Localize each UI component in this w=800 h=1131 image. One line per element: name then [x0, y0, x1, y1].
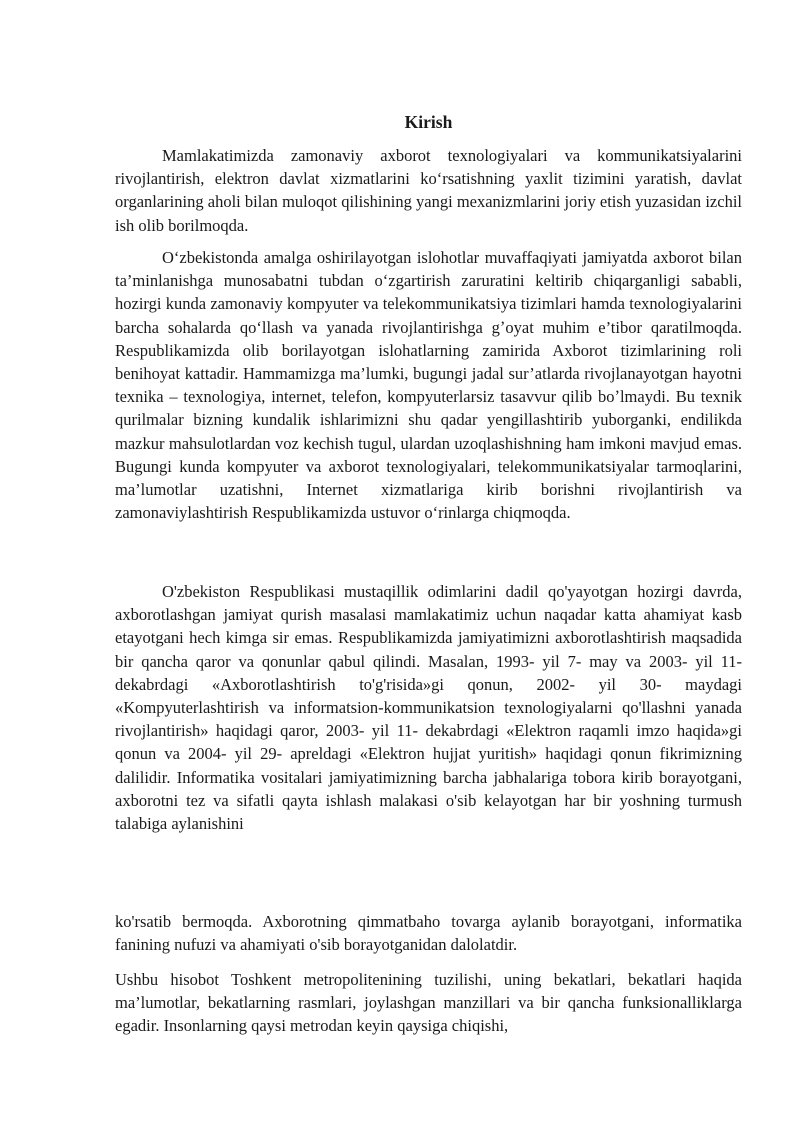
paragraph-report: Ushbu hisobot Toshkent metropolitenining tuzilishi, uning bekatlari, bekatlari haqida ma’lumotlar, bekatlarning rasmlari, joylashgan manzillari va bir qancha funksionalliklarga egadir. Insonlarning qaysi metrodan keyin qaysiga chiqishi, [115, 970, 742, 1036]
paragraph-legislation: O'zbekiston Respublikasi mustaqillik odimlarini dadil qo'yayotgan hozirgi davrda, axborotlashgan jamiyat qurish masalasi mamlakatimiz uchun naqadar katta ahamiyat kasb etayotgani hech kimga sir emas. Respublikamizda jamiyatimizni axborotlashtirish maqsadida bir qancha qaror va qonunlar qabul qilindi. Masalan, 1993- yil 7- may va 2003- yil 11- dekabrdagi «Axborotlashtirish to'g'risida»gi qonun, 2002- yil 30- maydagi «Kompyuterlashtirish va informatsion-kommunikatsion texnologiyalarni qo'llashni yanada rivojlantirish» haqidagi qaror, 2003- yil 11- dekabrdagi «Elektron raqamli imzo haqida»gi qonun va 2004- yil 29- apreldagi «Elektron hujjat yuritish» haqidagi qonun fikrimizning dalilidir. Informatika vositalari jamiyatimizning barcha jabhalariga tobora kirib borayotgani, axborotni tez va sifatli qayta ishlash malakasi o'sib kelayotgan har bir yoshning turmush talabiga aylanishini [115, 582, 742, 834]
paragraph-continuation: ko'rsatib bermoqda. Axborotning qimmatbaho tovarga aylanib borayotgani, informatika fanining nufuzi va ahamiyati o'sib borayotganidan dalolatdir. [115, 912, 742, 955]
paragraph-intro: Mamlakatimizda zamonaviy axborot texnologiyalari va kommunikatsiyalarini rivojlantirish, elektron davlat xizmatlarini koʻrsatishning yaxlit tizimini yaratish, davlat organlarining aholi bilan muloqot qilishining yangi mexanizmlarini joriy etish yuzasidan izchil ish olib borilmoqda. [115, 146, 742, 235]
document-title: Kirish [404, 112, 453, 132]
paragraph-reforms: Oʻzbekistonda amalga oshirilayotgan islohotlar muvaffaqiyati jamiyatda axborot bilan ta’minlanishga munosabatni tubdan oʻzgartirish zaruratini keltirib chiqarganligi sababli, hozirgi kunda zamonaviy kompyuter va telekommunikatsiya tizimlari hamda texnologiyalarini barcha sohalarda qoʻllash va yanada rivojlantirishga gʼoyat muhim e’tibor qaratilmoqda. Respublikamizda olib borilayotgan islohatlarning zamirida Axborot tizimlarining roli benihoyat kattadir. Hammamizga ma’lumki, bugungi jadal sur’atlarda rivojlanayotgan hayotni texnika – texnologiya, internet, telefon, kompyuterlarsiz tasavvur qilib boʼlmaydi. Bu texnik qurilmalar bizning kundalik ishlarimizni shu qadar yengillashtirib yuborganki, endilikda mazkur mahsulotlardan voz kechish tugul, ulardan uzoqlashishning ham imkoni mavjud emas. Bugungi kunda kompyuter va axborot texnologiyalari, telekommunikatsiyalar tarmoqlarini, ma’lumotlar uzatishni, Internet xizmatlariga kirib borishni rivojlantirish va zamonaviylashtirish Respublikamizda ustuvor oʻrinlarga chiqmoqda. [115, 248, 742, 523]
